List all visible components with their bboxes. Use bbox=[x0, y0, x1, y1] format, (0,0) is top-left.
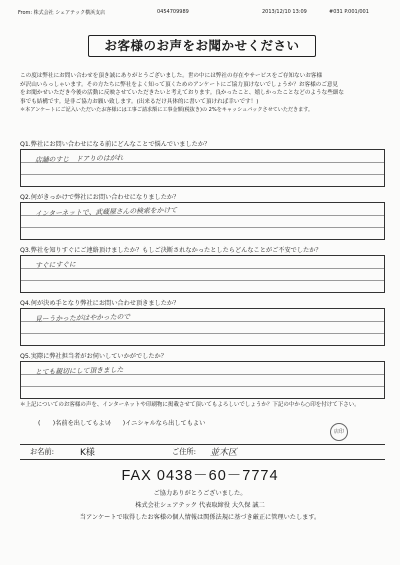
answer-field[interactable] bbox=[20, 361, 385, 399]
handwritten-answer: 見ーうかったがはやかったので bbox=[34, 312, 131, 324]
answer-field[interactable] bbox=[20, 255, 385, 293]
shop-stamp: 店印 bbox=[330, 423, 348, 441]
handwritten-answer: すぐにすぐに bbox=[34, 260, 76, 270]
fax-datetime: 2013/12/10 13:09 bbox=[262, 9, 307, 15]
question-3 bbox=[20, 246, 385, 293]
question-5 bbox=[20, 352, 385, 399]
company-signature: 株式会社シェアテック 代表取締役 大久保 誠二 bbox=[135, 502, 265, 509]
shop-label: ご住所: bbox=[172, 447, 196, 456]
fax-sender: From: 株式会社 シェアテック横浜支店 bbox=[18, 10, 106, 16]
question-label: Q5.実際に弊社担当者がお伺いしていかがでしたか？ bbox=[20, 353, 167, 360]
question-label: Q3.弊社を知りすぐにご連絡頂けましたか？もしご決断されなかったとしたらどんなことがご不安でしたか？ bbox=[20, 247, 322, 254]
question-label: Q1.弊社にお問い合わせになる前にどんなことで悩んでいましたか？ bbox=[20, 141, 211, 148]
privacy-note: 当アンケートで取得したお客様の個人情報は関係法規に基づき厳正に管理いたします。 bbox=[79, 514, 321, 521]
intro-line: が沢山いらっしゃいます。その方たちに弊社をよく知って頂くためのアンケートにご協力頂けないでしょうか？お客様のご意見 bbox=[20, 81, 339, 88]
customer-info-row bbox=[20, 444, 385, 460]
name-label: お名前: bbox=[30, 447, 54, 456]
fax-number: FAX 0438－60－7774 bbox=[121, 468, 279, 484]
question-4 bbox=[20, 299, 385, 346]
cashback-note: ＊本アンケートにご記入いただいたお客様には工事ご請求額に工事金額(税抜き)の 2%をキャッシュバックさせていただきます。 bbox=[20, 107, 314, 114]
option-initials-ok[interactable]: ( )イニシャルなら出してもよい bbox=[108, 420, 206, 427]
intro-line: をお聞かせいただき今後の活動に反映させていただきたいと考えております。良かったこと、嬉しかったことなどのような些細な bbox=[20, 90, 344, 97]
handwritten-answer: 店舗のすじ ドアりのはがれ bbox=[34, 153, 124, 165]
thanks-text: ご協力ありがとうございました。 bbox=[153, 490, 247, 497]
fax-page: #031 P.001/001 bbox=[329, 9, 369, 15]
question-label: Q2.何がきっかけで弊社にお問い合わせになりましたか？ bbox=[20, 194, 180, 201]
handwritten-answer: とても親切にして頂きました bbox=[34, 365, 124, 377]
page-title: お客様のお声をお聞かせください bbox=[88, 35, 316, 57]
shop-value: 並木区 bbox=[210, 448, 238, 458]
intro-text bbox=[20, 72, 384, 115]
question-1 bbox=[20, 140, 385, 187]
option-name-ok[interactable]: ( )名前を出してもよい bbox=[38, 420, 111, 427]
answer-field[interactable] bbox=[20, 149, 385, 187]
answer-field[interactable] bbox=[20, 308, 385, 346]
customer-name: K様 bbox=[80, 448, 95, 458]
intro-line: 事でも結構です。是非ご協力お願い致します。(出来るだけ具体的に書いて頂ければ幸いです！) bbox=[20, 98, 259, 105]
publication-consent-text: ＊上記についてのお客様の声を、インターネットや印刷物に掲載させて頂いてもよろしいでしょうか？下記の中から○印を付けて下さい。 bbox=[20, 402, 360, 408]
intro-line: この度は弊社にお問い合わせを頂き誠にありがとうございました。世の中には弊社の存在やサービスをご存知ないお客様 bbox=[20, 73, 323, 79]
fax-phone: 0454709989 bbox=[157, 9, 189, 15]
question-label: Q4.何が決め手となり弊社にお問い合わせ頂きましたか？ bbox=[20, 300, 180, 307]
handwritten-answer: インターネットで、武蔵屋さんの検索をかけて bbox=[34, 206, 178, 218]
question-2 bbox=[20, 193, 385, 240]
answer-field[interactable] bbox=[20, 202, 385, 240]
